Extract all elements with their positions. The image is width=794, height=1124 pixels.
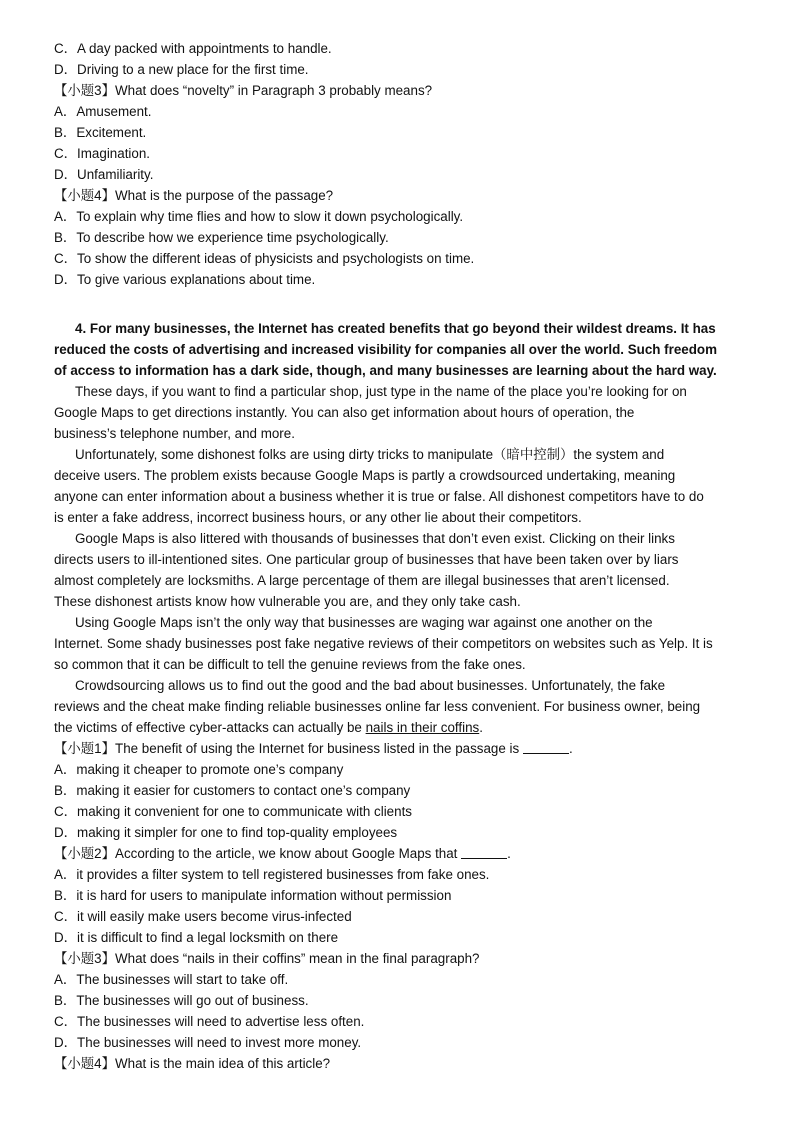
option-b-q3-b: B．The businesses will go out of business. bbox=[54, 993, 309, 1008]
option-a-q3-b: A．The businesses will start to take off. bbox=[54, 972, 289, 987]
paragraph-4-line-2: Internet. Some shady businesses post fake negative reviews of their competitors on websites such as Yelp. It is bbox=[54, 636, 713, 651]
option-d-q3: D．Unfamiliarity. bbox=[54, 167, 154, 182]
paragraph-5-line-2: reviews and the cheat make finding reliable businesses online far less convenient. For business owner, being bbox=[54, 699, 701, 714]
paragraph-2-line-2: deceive users. The problem exists because Google Maps is partly a crowdsourced undertaking, meaning bbox=[54, 468, 676, 483]
paragraph-4-line-3: so common that it can be difficult to tell the genuine reviews from the fake ones. bbox=[54, 657, 526, 672]
option-c-q3-b: C．The businesses will need to advertise less often. bbox=[54, 1014, 365, 1029]
question-4-stem: 【小题4】What is the purpose of the passage? bbox=[54, 188, 334, 203]
option-a-q2-b: A．it provides a filter system to tell registered businesses from fake ones. bbox=[54, 867, 490, 882]
paragraph-2-line-3: anyone can enter information about a business whether it is true or false. All dishonest competitors have to do bbox=[54, 489, 704, 504]
option-a-q4: A．To explain why time flies and how to slow it down psychologically. bbox=[54, 209, 464, 224]
option-c-q3: C．Imagination. bbox=[54, 146, 151, 161]
option-c-q1: C．making it convenient for one to communicate with clients bbox=[54, 804, 412, 819]
paragraph-3-line-4: These dishonest artists know how vulnerable you are, and they only take cash. bbox=[54, 594, 521, 609]
paragraph-1-line-3: business’s telephone number, and more. bbox=[54, 426, 295, 441]
paragraph-5-line-1: Crowdsourcing allows us to find out the good and the bad about businesses. Unfortunately, the fake bbox=[75, 678, 666, 693]
option-b-q4: B．To describe how we experience time psychologically. bbox=[54, 230, 389, 245]
paragraph-2-line-4: is enter a fake address, incorrect business hours, or any other lie about their competitors. bbox=[54, 510, 582, 525]
paragraph-3-line-3: almost completely are locksmiths. A large percentage of them are illegal businesses that aren’t licensed. bbox=[54, 573, 670, 588]
question-2-stem: 【小题2】According to the article, we know about Google Maps that . bbox=[54, 846, 511, 861]
paragraph-4-line-1: Using Google Maps isn’t the only way that businesses are waging war against one another on the bbox=[75, 615, 653, 630]
paragraph-5-line-3: the victims of effective cyber-attacks can actually be nails in their coffins. bbox=[54, 720, 483, 735]
option-d-q2-b: D．it is difficult to find a legal locksmith on there bbox=[54, 930, 339, 945]
option-b-q2-b: B．it is hard for users to manipulate information without permission bbox=[54, 888, 452, 903]
option-a-q3: A．Amusement. bbox=[54, 104, 152, 119]
option-d-q3-b: D．The businesses will need to invest more money. bbox=[54, 1035, 362, 1050]
passage-intro-line-1: 4. For many businesses, the Internet has created benefits that go beyond their wildest dreams. It has bbox=[75, 321, 716, 336]
option-b-q3: B．Excitement. bbox=[54, 125, 147, 140]
option-c-q4: C．To show the different ideas of physicists and psychologists on time. bbox=[54, 251, 475, 266]
passage-intro-line-2: reduced the costs of advertising and increased visibility for companies all over the world. Such freedom bbox=[54, 342, 718, 357]
paragraph-2-line-1: Unfortunately, some dishonest folks are using dirty tricks to manipulate（暗中控制）the system and bbox=[75, 447, 665, 462]
option-a-q1: A．making it cheaper to promote one’s company bbox=[54, 762, 344, 777]
paragraph-3-line-1: Google Maps is also littered with thousands of businesses that don’t even exist. Clicking on their links bbox=[75, 531, 675, 546]
question-3-b-stem: 【小题3】What does “nails in their coffins” mean in the final paragraph? bbox=[54, 951, 480, 966]
option-b-q1: B．making it easier for customers to contact one’s company bbox=[54, 783, 411, 798]
option-d-q2: D．Driving to a new place for the first time. bbox=[54, 62, 309, 77]
option-d-q4: D．To give various explanations about time. bbox=[54, 272, 316, 287]
answer-blank bbox=[461, 844, 507, 859]
paragraph-3-line-2: directs users to ill-intentioned sites. One particular group of businesses that have been taken over by liars bbox=[54, 552, 679, 567]
answer-blank bbox=[523, 739, 569, 754]
question-3-stem: 【小题3】What does “novelty” in Paragraph 3 probably means? bbox=[54, 83, 433, 98]
option-c-q2-b: C．it will easily make users become virus-infected bbox=[54, 909, 352, 924]
underlined-phrase: nails in their coffins bbox=[365, 720, 480, 735]
option-d-q1: D．making it simpler for one to find top-quality employees bbox=[54, 825, 398, 840]
option-c-q2: C．A day packed with appointments to handle. bbox=[54, 41, 332, 56]
paragraph-1-line-2: Google Maps to get directions instantly. You can also get information about hours of operation, the bbox=[54, 405, 635, 420]
passage-intro-line-3: of access to information has a dark side, though, and many businesses are learning about the hard way. bbox=[54, 363, 717, 378]
question-4-b-stem: 【小题4】What is the main idea of this article? bbox=[54, 1056, 331, 1071]
question-1-stem: 【小题1】The benefit of using the Internet for business listed in the passage is . bbox=[54, 741, 573, 756]
paragraph-1-line-1: These days, if you want to find a particular shop, just type in the name of the place you’re looking for on bbox=[75, 384, 687, 399]
